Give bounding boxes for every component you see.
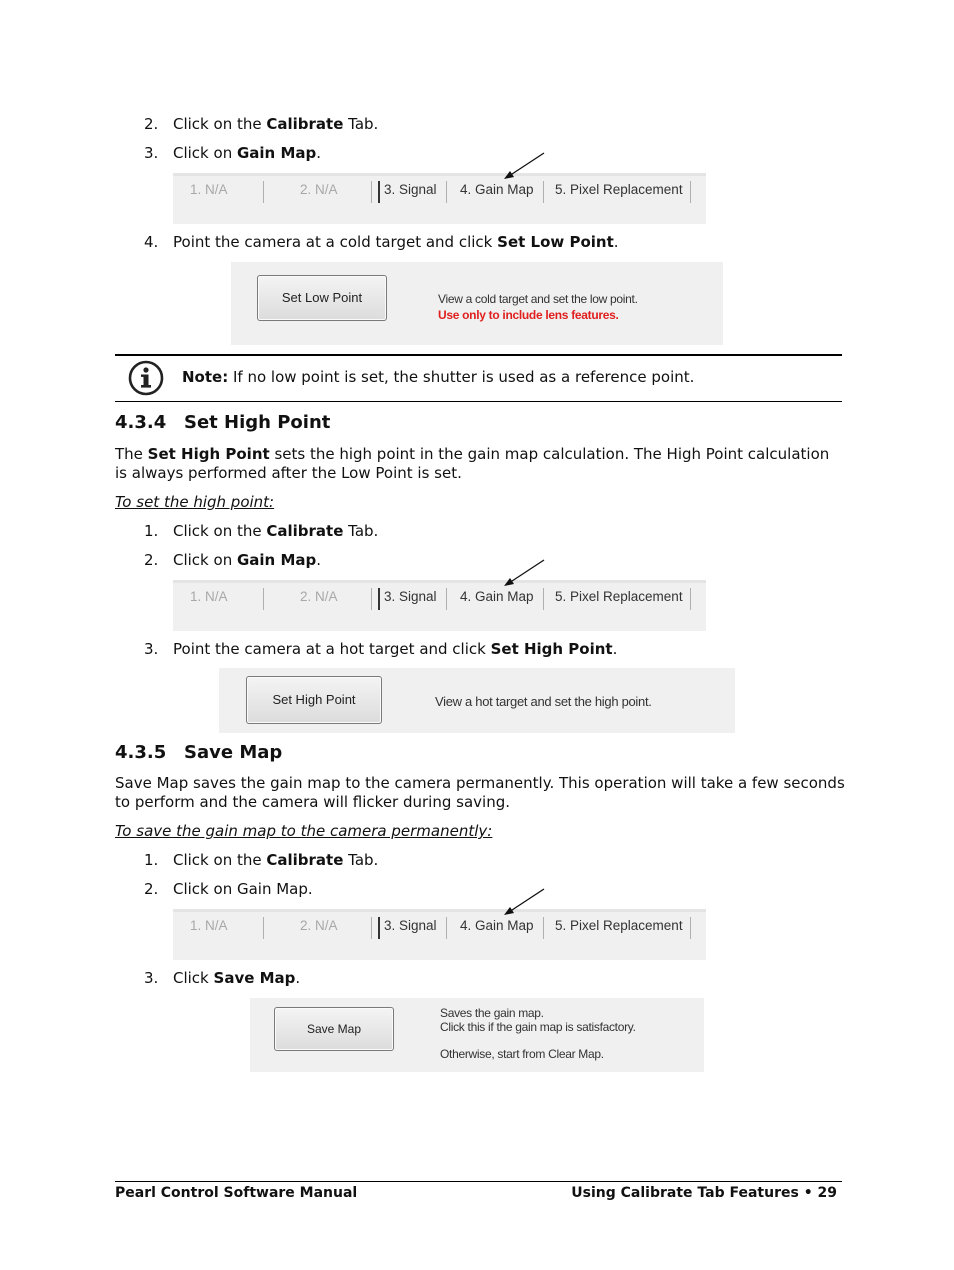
save-map-panel bbox=[250, 998, 704, 1072]
step-click-gain-map bbox=[144, 144, 321, 162]
step-text-end: . bbox=[612, 640, 618, 658]
footer-manual-title: Pearl Control Software Manual bbox=[115, 1185, 358, 1201]
tab-separator bbox=[446, 917, 447, 939]
tab-strip-top-border bbox=[173, 580, 706, 583]
step-click-gain-map bbox=[144, 880, 313, 898]
low-point-warning: Use only to include lens features. bbox=[438, 308, 619, 322]
para-text: The bbox=[115, 445, 148, 463]
step-text-end: . bbox=[613, 233, 619, 251]
step-text: Click on bbox=[173, 551, 237, 569]
step-text: Click bbox=[173, 969, 214, 987]
footer-section-page: Using Calibrate Tab Features • 29 bbox=[571, 1185, 837, 1201]
step-text-end: Tab. bbox=[343, 522, 379, 540]
calibrate-tab-strip bbox=[173, 580, 706, 631]
step-bold: Set Low Point bbox=[497, 233, 614, 251]
step-number: 2. bbox=[144, 880, 159, 898]
set-low-point-button[interactable]: Set Low Point bbox=[257, 275, 387, 321]
section-heading-save-map bbox=[115, 742, 282, 763]
step-number: 2. bbox=[144, 551, 159, 569]
tab-separator bbox=[371, 588, 372, 610]
tab-strip-top-border bbox=[173, 173, 706, 176]
pointer-arrow-icon bbox=[500, 557, 548, 589]
low-point-description: View a cold target and set the low point. bbox=[438, 292, 638, 306]
step-text: Point the camera at a cold target and click bbox=[173, 233, 498, 251]
note-top-rule bbox=[115, 354, 842, 356]
step-text: Click on the bbox=[173, 851, 267, 869]
tab-pixel-replacement[interactable]: 5. Pixel Replacement bbox=[555, 918, 683, 933]
tab-na-2[interactable]: 2. N/A bbox=[300, 918, 338, 933]
note-body: If no low point is set, the shutter is used as a reference point. bbox=[228, 368, 695, 386]
step-text: Click on the bbox=[173, 115, 267, 133]
step-number: 3. bbox=[144, 144, 159, 162]
footer-rule bbox=[115, 1181, 842, 1182]
step-point-hot-target bbox=[144, 640, 617, 658]
save-map-button[interactable]: Save Map bbox=[274, 1007, 394, 1051]
step-number: 3. bbox=[144, 969, 159, 987]
step-click-calibrate bbox=[144, 115, 378, 133]
high-point-description: View a hot target and set the high point. bbox=[435, 694, 652, 709]
tab-na-1[interactable]: 1. N/A bbox=[190, 182, 228, 197]
step-number: 3. bbox=[144, 640, 159, 658]
info-icon bbox=[127, 359, 165, 397]
step-click-save-map bbox=[144, 969, 300, 987]
procedure-title-high-point: To set the high point: bbox=[115, 493, 275, 511]
tab-separator bbox=[263, 588, 264, 610]
step-number: 4. bbox=[144, 233, 159, 251]
tab-separator bbox=[263, 181, 264, 203]
tab-na-2[interactable]: 2. N/A bbox=[300, 589, 338, 604]
tab-separator bbox=[690, 917, 691, 939]
save-map-description: Saves the gain map. bbox=[440, 1006, 544, 1020]
step-bold: Calibrate bbox=[266, 115, 344, 133]
set-low-point-panel bbox=[231, 262, 723, 345]
para-bold: Set High Point bbox=[147, 445, 270, 463]
step-text: Click on bbox=[173, 144, 237, 162]
step-text-end: . bbox=[316, 551, 322, 569]
tab-gain-map[interactable]: 4. Gain Map bbox=[460, 182, 534, 197]
step-bold: Save Map bbox=[213, 969, 296, 987]
tab-strip-top-border bbox=[173, 909, 706, 912]
step-bold: Set High Point bbox=[490, 640, 613, 658]
set-high-point-paragraph bbox=[115, 445, 845, 483]
note-text bbox=[182, 368, 694, 386]
step-click-calibrate bbox=[144, 522, 378, 540]
step-click-gain-map bbox=[144, 551, 321, 569]
step-number: 1. bbox=[144, 522, 159, 540]
tab-separator bbox=[378, 917, 380, 939]
save-map-paragraph: Save Map saves the gain map to the camera permanently. This operation will take a few seconds to perform and the camera will flicker during saving. bbox=[115, 774, 845, 811]
tab-gain-map[interactable]: 4. Gain Map bbox=[460, 918, 534, 933]
tab-signal[interactable]: 3. Signal bbox=[384, 182, 437, 197]
tab-pixel-replacement[interactable]: 5. Pixel Replacement bbox=[555, 182, 683, 197]
step-number: 1. bbox=[144, 851, 159, 869]
step-text: Click on Gain Map. bbox=[173, 880, 313, 898]
step-text-end: . bbox=[295, 969, 301, 987]
note-label: Note: bbox=[182, 368, 229, 386]
calibrate-tab-strip bbox=[173, 173, 706, 224]
tab-signal[interactable]: 3. Signal bbox=[384, 918, 437, 933]
section-number: 4.3.4 bbox=[115, 412, 167, 433]
calibrate-tab-strip bbox=[173, 909, 706, 960]
set-high-point-button[interactable]: Set High Point bbox=[246, 676, 382, 724]
pointer-arrow-icon bbox=[500, 150, 548, 182]
step-text-end: . bbox=[316, 144, 322, 162]
tab-separator bbox=[543, 181, 544, 203]
step-text: Point the camera at a hot target and click bbox=[173, 640, 491, 658]
step-bold: Calibrate bbox=[266, 851, 344, 869]
step-text-end: Tab. bbox=[343, 851, 379, 869]
step-point-cold-target bbox=[144, 233, 619, 251]
tab-separator bbox=[378, 181, 380, 203]
tab-separator bbox=[371, 181, 372, 203]
set-high-point-panel bbox=[219, 668, 735, 733]
save-map-otherwise: Otherwise, start from Clear Map. bbox=[440, 1047, 604, 1061]
tab-separator bbox=[690, 181, 691, 203]
tab-separator bbox=[371, 917, 372, 939]
step-bold: Gain Map bbox=[236, 144, 317, 162]
tab-na-1[interactable]: 1. N/A bbox=[190, 918, 228, 933]
step-text-end: Tab. bbox=[343, 115, 379, 133]
tab-na-1[interactable]: 1. N/A bbox=[190, 589, 228, 604]
section-title: Save Map bbox=[184, 742, 283, 763]
tab-separator bbox=[690, 588, 691, 610]
section-heading-set-high-point bbox=[115, 412, 330, 433]
tab-separator bbox=[543, 588, 544, 610]
tab-na-2[interactable]: 2. N/A bbox=[300, 182, 338, 197]
para-text-end: sets the high point in the gain map calculation. The High Point calculation is always performed after the Low Point is set. bbox=[115, 445, 830, 482]
step-text: Click on the bbox=[173, 522, 267, 540]
tab-separator bbox=[263, 917, 264, 939]
section-title: Set High Point bbox=[184, 412, 331, 433]
pointer-arrow-icon bbox=[500, 886, 548, 918]
tab-separator bbox=[446, 588, 447, 610]
note-bottom-rule bbox=[115, 401, 842, 402]
procedure-title-save-map: To save the gain map to the camera permanently: bbox=[115, 822, 493, 840]
save-map-condition: Click this if the gain map is satisfactory. bbox=[440, 1020, 636, 1034]
tab-signal[interactable]: 3. Signal bbox=[384, 589, 437, 604]
tab-separator bbox=[543, 917, 544, 939]
tab-pixel-replacement[interactable]: 5. Pixel Replacement bbox=[555, 589, 683, 604]
step-bold: Gain Map bbox=[236, 551, 317, 569]
step-bold: Calibrate bbox=[266, 522, 344, 540]
step-click-calibrate bbox=[144, 851, 378, 869]
section-number: 4.3.5 bbox=[115, 742, 167, 763]
tab-separator bbox=[446, 181, 447, 203]
step-number: 2. bbox=[144, 115, 159, 133]
tab-separator bbox=[378, 588, 380, 610]
tab-gain-map[interactable]: 4. Gain Map bbox=[460, 589, 534, 604]
